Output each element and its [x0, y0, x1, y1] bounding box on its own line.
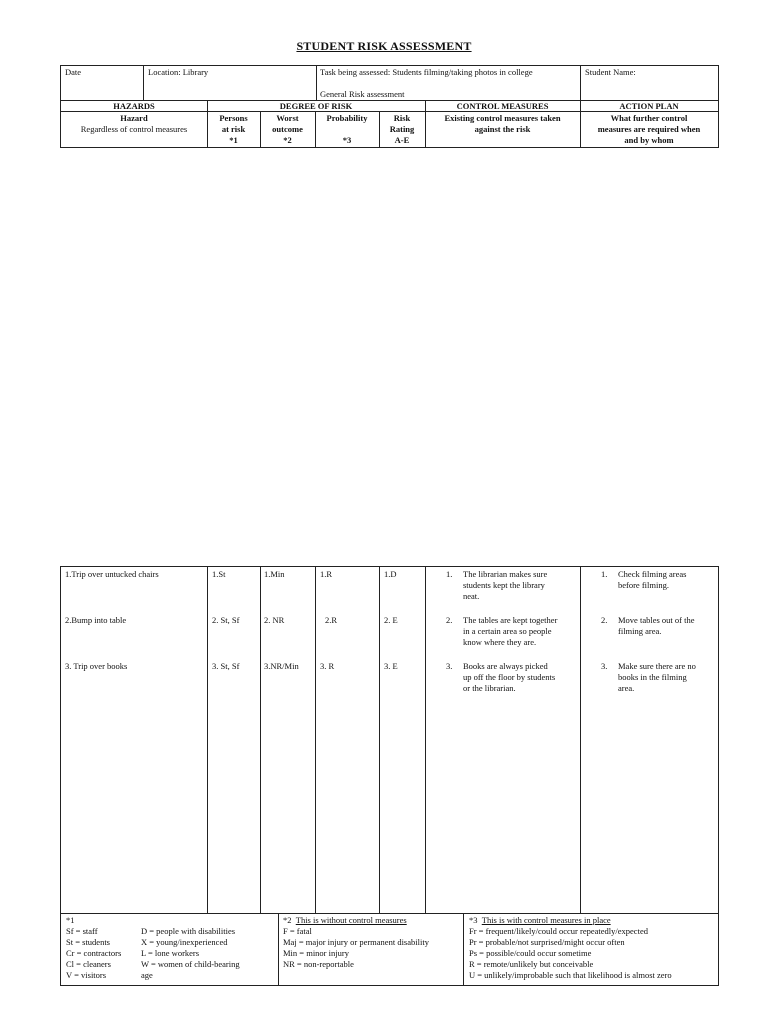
col-worst-l1: Worst — [276, 113, 299, 123]
row-hazard: 2.Bump into table — [65, 615, 127, 625]
legend-item: X = young/inexperienced — [141, 937, 228, 947]
col-existing-control — [425, 113, 580, 135]
col-risk-l1: Risk — [393, 113, 411, 123]
legend-k3-title: This is with control measures in place — [481, 915, 611, 925]
legend-k1-right — [141, 926, 240, 981]
row-rating: 2. E — [384, 615, 398, 625]
row-control-num: 3. — [446, 661, 453, 671]
row-action — [618, 661, 696, 694]
row-worst: 1.Min — [264, 569, 285, 579]
row-action-l2: before filming. — [618, 580, 669, 590]
legend-k2-num: *2 — [283, 915, 292, 925]
row-control-l3: neat. — [463, 591, 480, 601]
col-probability-l1: Probability — [326, 113, 368, 123]
row-rating: 3. E — [384, 661, 398, 671]
row-action-l1: Check filming areas — [618, 569, 687, 579]
row-control-l2: up off the floor by students — [463, 672, 556, 682]
row-action-num: 1. — [601, 569, 608, 579]
legend-k3-num: *3 — [469, 915, 478, 925]
legend-item: Fr = frequent/likely/could occur repeatedly/expected — [469, 926, 648, 936]
legend-item: Ps = possible/could occur sometime — [469, 948, 592, 958]
col-probability — [315, 113, 379, 146]
col-hazard — [60, 113, 208, 135]
legend-item: Min = minor injury — [283, 948, 349, 958]
col-worst-l2: outcome — [272, 124, 303, 134]
row-hazard: 3. Trip over books — [65, 661, 128, 671]
section-degree-of-risk: DEGREE OF RISK — [279, 101, 353, 111]
row-action-num: 2. — [601, 615, 608, 625]
legend-k3-items — [469, 926, 672, 981]
legend-item: V = visitors — [66, 970, 107, 980]
legend-item: Cr = contractors — [66, 948, 122, 958]
legend-item: St = students — [66, 937, 110, 947]
legend-item: W = women of child-bearing — [141, 959, 240, 969]
col-risk-l2: Rating — [389, 124, 415, 134]
date-label: Date — [65, 67, 82, 77]
row-hazard: 1.Trip over untucked chairs — [65, 569, 159, 579]
legend-k1-head: *1 — [66, 915, 75, 925]
row-rating: 1.D — [384, 569, 397, 579]
col-risk-rating — [379, 113, 425, 146]
col-worst-l3: *2 — [283, 135, 292, 145]
legend-item: R = remote/unlikely but conceivable — [469, 959, 594, 969]
task-field: Task being assessed: Students filming/taking photos in college — [320, 67, 533, 77]
row-action-l3: area. — [618, 683, 635, 693]
col-action-l1: What further control — [610, 113, 688, 123]
student-name-field: Student Name: — [585, 67, 636, 77]
col-control-l1: Existing control measures taken — [444, 113, 561, 123]
row-action-l2: filming area. — [618, 626, 662, 636]
legend-item: D = people with disabilities — [141, 926, 236, 936]
row-control — [463, 615, 557, 648]
legend-k3-head — [469, 915, 611, 926]
row-control-l2: in a certain area so people — [463, 626, 552, 636]
col-further-control — [580, 113, 718, 146]
row-persons: 3. St, Sf — [212, 661, 240, 671]
legend-item: NR = non-reportable — [283, 959, 354, 969]
legend-k2-head — [283, 915, 407, 926]
col-risk-l3: A-E — [394, 135, 410, 145]
section-control-measures: CONTROL MEASURES — [456, 101, 549, 111]
row-control-l2: students kept the library — [463, 580, 545, 590]
col-control-l2: against the risk — [474, 124, 531, 134]
col-persons-l3: *1 — [229, 135, 238, 145]
row-control-l1: The librarian makes sure — [463, 569, 548, 579]
row-action-l1: Move tables out of the — [618, 615, 695, 625]
legend-item: L = lone workers — [141, 948, 200, 958]
col-worst — [260, 113, 315, 146]
row-control-l1: The tables are kept together — [463, 615, 558, 625]
row-probability: 2.R — [325, 615, 338, 625]
row-action-num: 3. — [601, 661, 608, 671]
col-action-l2: measures are required when — [597, 124, 701, 134]
col-persons-l2: at risk — [221, 124, 246, 134]
row-action — [618, 569, 686, 591]
legend-item: Pr = probable/not surprised/might occur often — [469, 937, 625, 947]
legend-k2-items — [283, 926, 429, 970]
legend-k1-left — [66, 926, 121, 981]
col-persons-l1: Persons — [219, 113, 248, 123]
row-control-num: 2. — [446, 615, 453, 625]
col-hazard-sub: Regardless of control measures — [80, 124, 188, 134]
col-action-l3: and by whom — [624, 135, 674, 145]
row-control-num: 1. — [446, 569, 453, 579]
row-control-l3: know where they are. — [463, 637, 537, 647]
row-persons: 2. St, Sf — [212, 615, 240, 625]
general-assessment: General Risk assessment — [320, 89, 405, 99]
col-probability-l2: *3 — [342, 135, 352, 145]
legend-item: Maj = major injury or permanent disability — [283, 937, 429, 947]
section-action-plan: ACTION PLAN — [619, 101, 679, 111]
col-persons — [207, 113, 260, 146]
legend-item: Sf = staff — [66, 926, 98, 936]
legend-k2-title: This is without control measures — [295, 915, 407, 925]
legend-item: F = fatal — [283, 926, 312, 936]
row-action — [618, 615, 694, 637]
row-control-l1: Books are always picked — [463, 661, 548, 671]
section-hazards: HAZARDS — [113, 101, 155, 111]
row-persons: 1.St — [212, 569, 226, 579]
location-field: Location: Library — [148, 67, 209, 77]
row-worst: 2. NR — [264, 615, 285, 625]
row-control-l3: or the librarian. — [463, 683, 516, 693]
row-action-l2: books in the filming — [618, 672, 687, 682]
row-probability: 1.R — [320, 569, 333, 579]
legend-item: Cl = cleaners — [66, 959, 111, 969]
legend-item: age — [141, 970, 153, 980]
row-probability: 3. R — [320, 661, 335, 671]
col-hazard-title: Hazard — [120, 113, 148, 123]
row-control — [463, 569, 547, 602]
page-title: STUDENT RISK ASSESSMENT — [296, 39, 472, 53]
row-control — [463, 661, 555, 694]
row-action-l1: Make sure there are no — [618, 661, 696, 671]
legend-item: U = unlikely/improbable such that likelihood is almost zero — [469, 970, 672, 980]
row-worst: 3.NR/Min — [264, 661, 299, 671]
